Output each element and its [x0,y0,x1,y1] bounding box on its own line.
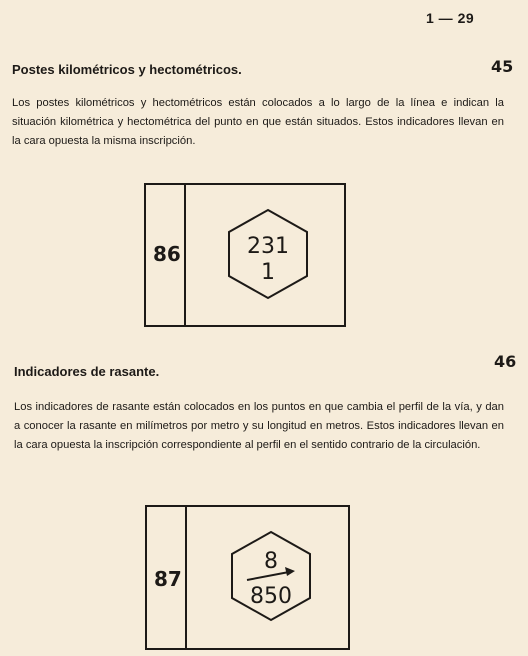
section-46-number: 46 [494,352,517,371]
section-45-title: Postes kilométricos y hectométricos. [12,62,242,77]
kilometric-hexagon-icon [226,208,310,300]
page-number: 1 — 29 [426,10,475,26]
hex-length-value: 850 [250,584,292,609]
section-45-paragraph: Los postes kilométricos y hectométricos están colocados a lo largo de la línea e indican la situación kilométrica y hectométrica del punto en que están situados. Estos indicadores llevan en la cara opuesta la misma inscripción. [12,97,504,147]
section-46-paragraph: Los indicadores de rasante están colocados en los puntos en que cambia el perfil de la vía, y dan a conocer la rasante en milímetros por metro y su longitud en metros. Estos indicadores llevan en la cara opuesta la inscripción correspondiente al perfil en el sentido contrario de la circulación. [14,401,504,451]
kilometric-post-sign [144,183,346,327]
gradient-indicator-side-number: 87 [154,567,182,591]
gradient-indicator-sign [145,505,350,650]
hex-kilometer-value: 231 [247,234,289,259]
section-45-number: 45 [491,57,514,76]
sign-divider [185,507,187,648]
kilometric-post-side-number: 86 [153,242,181,266]
hex-hectometer-value: 1 [261,260,275,285]
sign-divider [184,185,186,325]
gradient-hexagon-icon [229,530,313,622]
hex-gradient-value: 8 [264,549,278,574]
section-46-title: Indicadores de rasante. [14,364,160,379]
